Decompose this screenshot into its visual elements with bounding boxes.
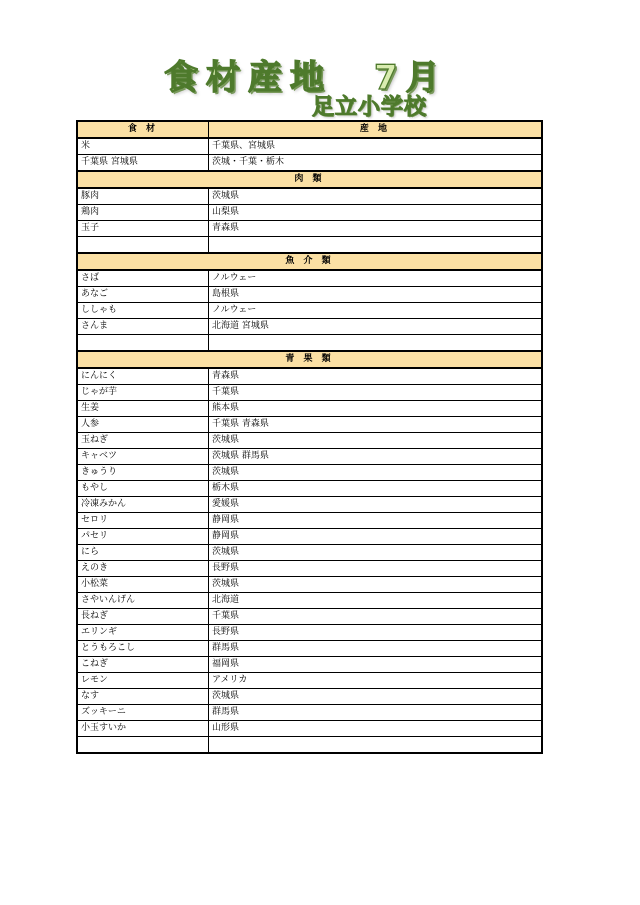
ingredient-cell: にんにく: [77, 368, 209, 385]
ingredient-cell: 人参: [77, 417, 209, 433]
ingredient-cell: 小松菜: [77, 577, 209, 593]
header-origin: 産 地: [209, 121, 543, 138]
origin-cell: 島根県: [209, 287, 543, 303]
ingredient-cell: キャベツ: [77, 449, 209, 465]
ingredient-cell: ズッキーニ: [77, 705, 209, 721]
ingredient-cell: セロリ: [77, 513, 209, 529]
ingredient-cell: パセリ: [77, 529, 209, 545]
origin-cell: 山梨県: [209, 205, 543, 221]
ingredient-cell: こねぎ: [77, 657, 209, 673]
ingredient-cell: エリンギ: [77, 625, 209, 641]
origin-cell: 茨城・千葉・栃木: [209, 155, 543, 172]
ingredient-cell: 千葉県 宮城県: [77, 155, 209, 172]
empty-row: [77, 737, 542, 754]
ingredient-cell: 小玉すいか: [77, 721, 209, 737]
table-row: [77, 625, 542, 641]
table-row: [77, 593, 542, 609]
table-row: [77, 433, 542, 449]
empty-cell: [209, 335, 543, 352]
origin-cell: 北海道 宮城県: [209, 319, 543, 335]
table-row: [77, 385, 542, 401]
table-row: [77, 368, 542, 385]
origin-cell: アメリカ: [209, 673, 543, 689]
table-row: [77, 401, 542, 417]
table-row: [77, 188, 542, 205]
table-row: [77, 155, 542, 172]
origin-cell: 茨城県: [209, 188, 543, 205]
table-row: [77, 497, 542, 513]
origin-cell: 千葉県: [209, 609, 543, 625]
origin-cell: 長野県: [209, 561, 543, 577]
table-row: [77, 689, 542, 705]
page-title: 食材産地 7月: [164, 58, 448, 98]
ingredient-cell: さんま: [77, 319, 209, 335]
category-row: [77, 351, 542, 368]
ingredient-cell: きゅうり: [77, 465, 209, 481]
table-row: [77, 609, 542, 625]
ingredient-cell: 生姜: [77, 401, 209, 417]
ingredient-cell: じゃが芋: [77, 385, 209, 401]
header-ingredient: 食 材: [77, 121, 209, 138]
origin-cell: 福岡県: [209, 657, 543, 673]
origin-cell: 長野県: [209, 625, 543, 641]
origin-cell: 千葉県、宮城県: [209, 138, 543, 155]
ingredient-cell: あなご: [77, 287, 209, 303]
origin-cell: 千葉県: [209, 385, 543, 401]
ingredient-cell: 玉子: [77, 221, 209, 237]
origin-cell: 北海道: [209, 593, 543, 609]
ingredient-cell: とうもろこし: [77, 641, 209, 657]
category-row: [77, 171, 542, 188]
origin-cell: 静岡県: [209, 529, 543, 545]
table-row: [77, 138, 542, 155]
origin-cell: ノルウェー: [209, 303, 543, 319]
origin-cell: 茨城県: [209, 689, 543, 705]
ingredient-cell: もやし: [77, 481, 209, 497]
table-row: [77, 221, 542, 237]
empty-cell: [77, 237, 209, 254]
table-row: [77, 417, 542, 433]
ingredient-cell: さやいんげん: [77, 593, 209, 609]
origin-cell: 茨城県 群馬県: [209, 449, 543, 465]
origin-cell: 群馬県: [209, 705, 543, 721]
table-row: [77, 721, 542, 737]
table-row: [77, 529, 542, 545]
origin-cell: 青森県: [209, 368, 543, 385]
ingredient-cell: 玉ねぎ: [77, 433, 209, 449]
origin-cell: 千葉県 青森県: [209, 417, 543, 433]
origin-cell: 青森県: [209, 221, 543, 237]
category-label: 青 果 類: [77, 351, 542, 368]
origin-cell: ノルウェー: [209, 270, 543, 287]
empty-cell: [209, 237, 543, 254]
ingredient-origin-table: [76, 120, 543, 754]
table-row: [77, 673, 542, 689]
empty-cell: [77, 335, 209, 352]
category-row: [77, 253, 542, 270]
origin-cell: 群馬県: [209, 641, 543, 657]
ingredient-cell: にら: [77, 545, 209, 561]
table-row: [77, 561, 542, 577]
table-row: [77, 577, 542, 593]
origin-cell: 山形県: [209, 721, 543, 737]
empty-row: [77, 237, 542, 254]
origin-cell: 愛媛県: [209, 497, 543, 513]
table-row: [77, 641, 542, 657]
ingredient-cell: さば: [77, 270, 209, 287]
table-row: [77, 270, 542, 287]
empty-cell: [209, 737, 543, 754]
category-label: 魚 介 類: [77, 253, 542, 270]
ingredient-cell: 鶏肉: [77, 205, 209, 221]
ingredient-cell: 米: [77, 138, 209, 155]
origin-cell: 茨城県: [209, 433, 543, 449]
origin-cell: 熊本県: [209, 401, 543, 417]
table-row: [77, 705, 542, 721]
ingredient-cell: 長ねぎ: [77, 609, 209, 625]
table-row: [77, 205, 542, 221]
table-header-row: [77, 121, 542, 138]
table-row: [77, 449, 542, 465]
table-row: [77, 513, 542, 529]
school-name: 足立小学校: [312, 95, 428, 120]
table-row: [77, 657, 542, 673]
ingredient-cell: なす: [77, 689, 209, 705]
origin-cell: 静岡県: [209, 513, 543, 529]
category-label: 肉 類: [77, 171, 542, 188]
origin-cell: 栃木県: [209, 481, 543, 497]
ingredient-cell: 冷凍みかん: [77, 497, 209, 513]
table-row: [77, 481, 542, 497]
empty-row: [77, 335, 542, 352]
ingredient-cell: 豚肉: [77, 188, 209, 205]
ingredient-cell: えのき: [77, 561, 209, 577]
origin-cell: 茨城県: [209, 465, 543, 481]
table-row: [77, 287, 542, 303]
origin-cell: 茨城県: [209, 577, 543, 593]
origin-cell: 茨城県: [209, 545, 543, 561]
table-row: [77, 545, 542, 561]
table-row: [77, 303, 542, 319]
table-row: [77, 319, 542, 335]
ingredient-cell: レモン: [77, 673, 209, 689]
empty-cell: [77, 737, 209, 754]
ingredient-cell: ししゃも: [77, 303, 209, 319]
table-row: [77, 465, 542, 481]
